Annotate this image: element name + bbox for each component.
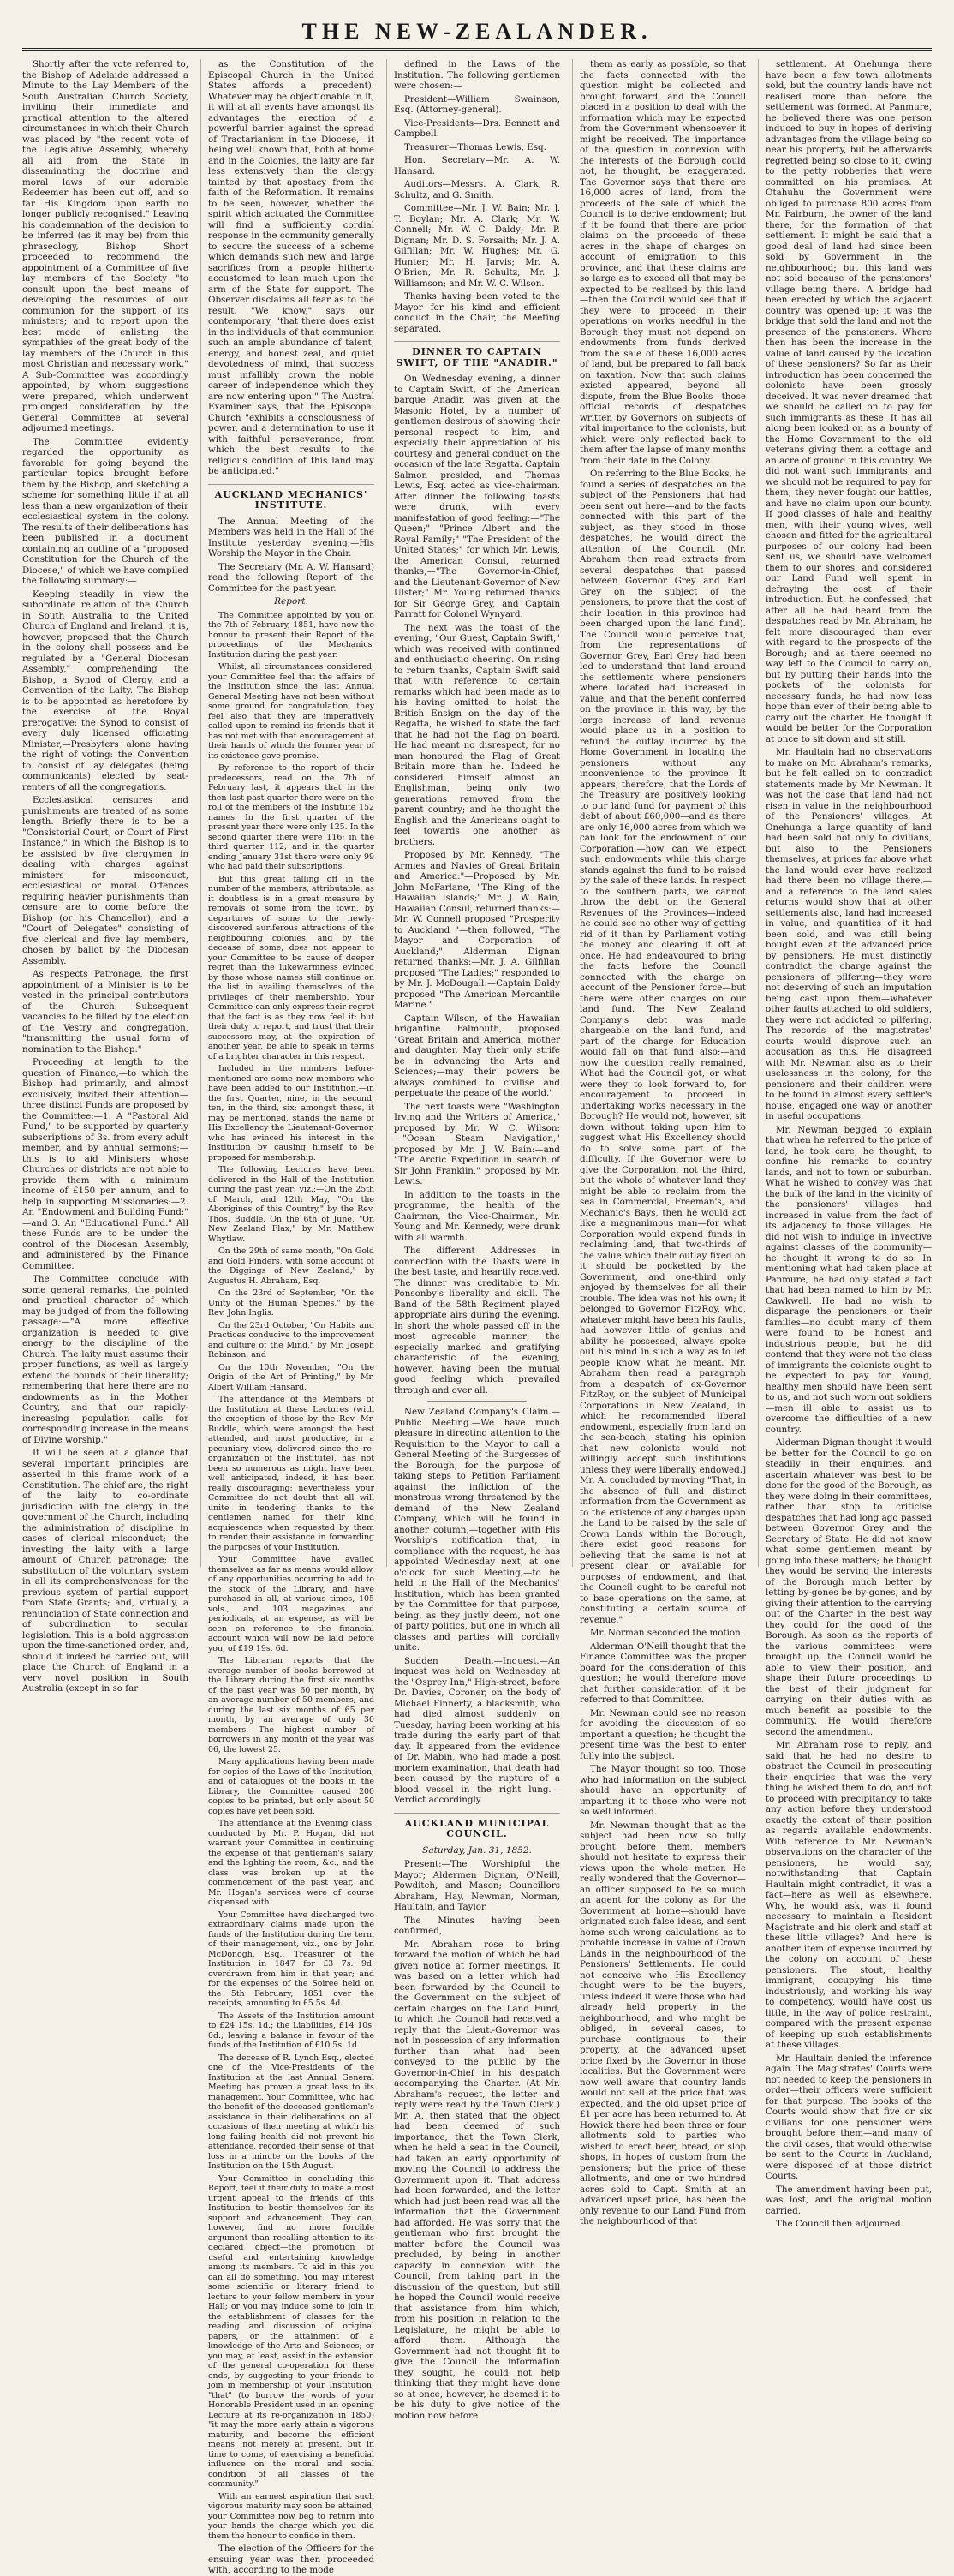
report-paragraph: On the 10th November, "On the Origin of the Art of Printing," by Mr. Albert William Hansard. — [208, 1362, 374, 1392]
paragraph: On Wednesday evening, a dinner to Captain Swift, of the American barque Anadir, was given at the Masonic Hotel, by a number of gentlemen desirous of showing their personal respect to him, and especially their appreciation of his courtesy and general conduct on the occasion of the late Regatta. Captain Salmon presided, and Thomas Lewis, Esq. acted as vice-chairman. After dinner the following toasts were drunk, with every manifestation of good feeling:—"The Queen;" "Prince Albert and the Royal Family;" "The President of the United States;" for which Mr. Lewis, the American Consul, returned thanks;—"The Governor-in-Chief, and the Lieutenant-Governor of New Ulster;" Mr. Young returned thanks for Sir George Grey, and Captain Parratt for Colonel Wynyard. — [394, 374, 560, 619]
article-date: Saturday, Jan. 31, 1852. — [422, 1844, 532, 1856]
paragraph: The election of the Officers for the ensuing year was then proceeded with, according to the mode — [208, 2543, 374, 2575]
article-heading: AUCKLAND MUNICIPAL COUNCIL. — [394, 1813, 560, 1840]
paragraph: Alderman Dignan thought it would be better for the Council to go on steadily in their enquiries, and ascertain whatever was best to be done for the good of the Borough, as they were doing in their committees, rather than stop to criticise despatches that had long ago passed between Governor Grey and the Secretary of State. He did not know what some gentlemen meant by going into these matters; he thought they would be serving the interests of the Borough much better by letting by-gones be by-gones, and by giving their attention to the carrying out of the Charter in the best way they could for the good of the Borough. As soon as the reports of the various committees were brought up, the Council would be able to view their position, and shape their future proceedings to the best of their judgment for carrying on their duties with as much benefit as possible to the community. He would therefore second the amendment. — [766, 1437, 932, 1737]
paragraph: The different Addresses in connection with the Toasts were in the best taste, and heartily received. The dinner was creditable to Mr. Ponsonby's liberality and skill. The Band of the 58th Regiment played appropriate airs during the evening. In short the whole passed off in the most agreeable manner; the especially marked and gratifying characteristic of the evening, however, having been the mutual good feeling which prevailed through and over all. — [394, 1246, 560, 1396]
paragraph: The next was the toast of the evening, "Our Guest, Captain Swift," which was received with continued and enthusiastic cheering. On rising to return thanks, Captain Swift said that with reference to certain remarks which had been made as to his having omitted to hoist the British Ensign on the day of the Regatta, he wished to state the fact that he had not the flag on board. He had meant no disrespect, for no man honoured the Flag of Great Britain more than he. Indeed he considered himself almost an Englishman, being only two generations removed from the parent country; and he thought the English and the Americans ought to feel towards one another as brothers. — [394, 622, 560, 847]
paragraph: The Secretary (Mr. A. W. Hansard) read the following Report of the Committee for the past year. — [208, 561, 374, 594]
paragraph: Mr. Abraham rose to bring forward the motion of which he had given notice at former meetings. It was based on a letter which had been forwarded by the Council to the Government on the subject of certain charges on the Land Fund, to which the Council had received a reply that the Lieut.-Governor was not in possession of any information further than what had been conveyed to the public by the Governor-in-Chief in his despatch accompanying the Charter. (At Mr. Abraham's request, the letter and reply were read by the Town Clerk.) Mr. A. then stated that the object had been deemed of such importance, that the Town Clerk, when he held a seat in the Council, had taken an early opportunity of moving the Council to address the Government upon it. That address had been forwarded, and the letter which had just been read was all the information that the Government had afforded. He was sorry that the gentleman who first brought the matter before the Council was precluded, by being in another capacity in connexion with the Council, from taking part in the discussion of the question, but still he hoped the Council would receive that assistance from him which, from his position in relation to the Legislature, he might be able to afford them. Although the Government had not thought fit to give the Council the information they sought, he could not help thinking that they might have done so at once; however, he deemed it to be his duty to give notice of the motion now before — [394, 1939, 560, 2421]
column-2 — [200, 59, 374, 2575]
columns — [22, 59, 932, 2575]
article-heading: DINNER TO CAPTAIN SWIFT, OF THE "ANADIR." — [394, 341, 560, 368]
report-paragraph: By reference to the report of their predecessors, read on the 7th of February last, it appears that in the then last past quarter there were on the roll of the members of the Institute 152 names. In the first quarter of the present year there were only 125. In the second quarter there were 116; in the third quarter 112; and in the quarter ending January 31st there were only 99 who had paid their subscriptions. — [208, 763, 374, 871]
paragraph: settlement. At Onehunga there have been a few town allotments sold, but the country lands have not realised more than before the settlement was formed. At Panmure, he believed there was one person induced to buy in hopes of deriving advantages from the village being so near his property, but he afterwards regretted being so close to it, owing to the petty robberies that were committed on his premises. At Otahuhu the Government were obliged to purchase 800 acres from Mr. Fairburn, the owner of the land there, for the formation of that settlement. It might be said that a good deal of land had since been sold by Government in the neighbourhood; but this land was not sold because of the pensioners' village being there. A bridge had been erected by which the adjacent country was opened up; it was the bridge that sold the land and not the presence of the pensioners. Where then has been the increase in the value of land caused by the location of these pensioners? So far as their introduction has been concerned the colonists have been grossly deceived. It was never dreamed that we should be called on to pay for such immigrants as these. It has all along been looked on as a bounty of the Home Government to the old veterans giving them a cottage and an acre of ground in this country. We did not want such immigrants, and we should not be required to pay for them; they never fought our battles, and have no claim upon our bounty. If good classes of hale and healthy men, with their young wives, well chosen and fitted for the agricultural purposes of our colony had been sent us, we should have welcomed them to our shores, and considered our Land Fund well spent in defraying the cost of their introduction. But, he confessed, that after all he had heard from the despatches read by Mr. Abraham, he felt more discouraged than ever with regard to the prospects of the Borough; and as there seemed no way left to the Council to carry on, but by putting their hands into the pockets of the colonists for necessary funds, he had now less hope than ever of their being able to carry out the charter. He thought it would be better for the Corporation at once to sit down and sit still. — [766, 59, 932, 744]
paragraph: Mr. Newman could see no reason for avoiding the discussion of so important a question; he thought the present time was the best to enter fully into the subject. — [580, 1707, 746, 1761]
paragraph: The Committee conclude with some general remarks, the pointed and practical character of which may be judged of from the following passage:—"A more effective organization is needed to give energy to the discipline of the Church. The laity must assume their proper functions, as well as largely extend the bounds of their liberality; remembering that here there are no endowments as in the Mother Country, and that our rapidly-increasing population calls for corresponding increase in the means of Divine worship." — [22, 1274, 188, 1445]
paragraph: Auditors—Messrs. A. Clark, R. Schultz, and G. Smith. — [394, 179, 560, 200]
masthead: THE NEW-ZEALANDER. — [22, 19, 932, 51]
paragraph: Proceeding at length to the question of Finance,—to which the Bishop had primarily, and almost exclusively, invited their attention—three distinct Funds are proposed by the Committee:—1. A "Pastoral Aid Fund," to be supported by quarterly subscriptions of 3s. from every adult member, and by annual sermons;—this is to aid Ministers whose Churches or districts are not able to provide them with a minimum income of £150 per annum, and to help in supporting Missionaries:—2. An "Endowment and Building Fund:" —and 3. An "Educational Fund." All these Funds are to be under the control of the Diocesan Assembly, and administered by the Finance Committee. — [22, 1057, 188, 1271]
paragraph: It will be seen at a glance that several important principles are asserted in this frame work of a Constitution. The chief are, the right of the laity to co-ordinate jurisdiction with the clergy in the government of the Church, including the administration of discipline in cases of clerical misconduct; the investing the laity with a large amount of Church patronage; the substitution of the voluntary system in all its comprehensiveness for the previous system of partial support from State Grants; and, virtually, a renunciation of State connection and of subordination to secular legislation. This is a bold aggression upon the time-sanctioned order, and, should it indeed be carried out, will place the Church of England in a very novel position in South Australia (except in so far — [22, 1448, 188, 1694]
report-paragraph: The Assets of the Institution amount to £24 15s. 1d.; the Liabilities, £14 10s. 0d.; leaving a balance in favour of the funds of the Institution of £10 5s. 1d. — [208, 2011, 374, 2050]
report-paragraph: The Committee appointed by you on the 7th of February, 1851, have now the honour to present their Report of the proceedings of the Mechanics' Institution during the past year. — [208, 610, 374, 660]
paragraph: Captain Wilson, of the Hawaiian brigantine Falmouth, proposed "Great Britain and America, mother and daughter. May their only strife be in advancing the Arts and Sciences;—may their powers be always combined to civilise and perpetuate the peace of the world." — [394, 1013, 560, 1098]
paragraph: Mr. Haultain had no observations to make on Mr. Abraham's remarks, but he felt called on to contradict statements made by Mr. Newman. It was not the case that land had not risen in value in the neighbourhood of the Pensioners' villages. At Onehunga a large quantity of land had been sold not only to civilians, but also to the Pensioners themselves, at prices far above what the land would ever have realized had there been no village there,—and a reference to the land sales returns would show that at other settlements also, land had increased in value, and quantities of it had been sold, and was still being bought even at the advanced price by pensioners. He must distinctly contradict the charge against the pensioners of pilfering—they were not deserving of such an imputation being cast upon them—whatever other faults attached to old soldiers, they were not addicted to pilfering. The records of the magistrates' courts would disprove such an accusation as this. He disagreed with Mr. Newman also as to their uselessness in the colony, for the pensioners and their children were to be found in almost every settler's house, engaged one way or another in useful occupations. — [766, 747, 932, 1121]
column-1 — [22, 59, 188, 1694]
report-title: Report. — [274, 596, 308, 607]
article-heading: AUCKLAND MECHANICS' INSTITUTE. — [208, 484, 374, 511]
report-paragraph: The attendance of the Members of the Institution at these Lectures (with the exception of those by the Rev. Mr. Buddle, which were amongst the best attended, and most productive, in a pecuniary view, delivered since the re-organization of the Institute), has not been so numerous as might have been well anticipated, indeed, it has been really discouraging; nevertheless your Committee do not doubt that all will unite in tendering thanks to the gentlemen named for their kind acquiescence when requested by them to render their assistance in forwarding the purposes of your Institution. — [208, 1395, 374, 1552]
paragraph: Treasurer—Thomas Lewis, Esq. — [404, 141, 546, 152]
report-paragraph: On the 23rd of September, "On the Unity of the Human Species," by the Rev. John Inglis. — [208, 1288, 374, 1318]
report-paragraph: Your Committee have discharged two extraordinary claims made upon the funds of the Institution during the term of their management, viz., one by John McDonogh, Esq., Treasurer of the Institution in 1847 for £3 7s. 9d. overdrawn from him in that year; and for the expenses of the Soiree held on the 5th February, 1851 over the receipts, amounting to £5 5s. 4d. — [208, 1910, 374, 2008]
report-paragraph: Your Committee in concluding this Report, feel it their duty to make a most urgent appeal to the friends of this Institution to bestir themselves for its support and advancement. They can, however, find no more forcible argument than recalling attention to its declared object—the promotion of useful and entertaining knowledge among its members. To aid in this you can all do something. You may interest some scientific or literary friend to lecture to your fellow members in your Hall; or you may induce some to join in the establishment of classes for the reading and discussion of original papers, or the attainment of a knowledge of the Arts and Sciences; or you may, at least, assist in the extension of the general co-operation for these ends, by suggesting to your friends to join in membership of your Institution, "that" (to borrow the words of your Honorable President used in an opening Lecture at its re-organization in 1850) "it may the more early attain a vigorous maturity, and become the efficient means, not merely at present, but in time to come, of exercising a beneficial influence on the moral and social condition of all classes of the community." — [208, 2173, 374, 2489]
paragraph: The Mayor thought so too. Those who had information on the subject should have an opportunity of imparting it to those who were not so well informed. — [580, 1764, 746, 1817]
paragraph: Mr. Norman seconded the motion. — [590, 1628, 743, 1638]
paragraph: Alderman O'Neill thought that the Finance Committee was the proper board for the consideration of this question; he would therefore move that further consideration of it be referred to that Committee. — [580, 1641, 746, 1705]
paragraph: Present:—The Worshipful the Mayor; Aldermen Dignan, O'Neill, Powditch, and Mason; Councillors Abraham, Hay, Newman, Norman, Haultain, and Taylor. — [394, 1859, 560, 1912]
paragraph: The Council then adjourned. — [776, 2219, 903, 2229]
report-paragraph: Included in the numbers before-mentioned are some new members who have been added to our Institution,—in the first Quarter, nine, in the second, ten, in the third, six; amongst these, it may be mentioned, stands the name of His Excellency the Lieutenant-Governor, who has evinced his interest in the Institution by causing himself to be proposed for membership. — [208, 1064, 374, 1162]
report-paragraph: On the 29th of same month, "On Gold and Gold Finders, with some account of the Diggings of New Zealand," by Augustus H. Abraham, Esq. — [208, 1246, 374, 1286]
paragraph: The next toasts were "Washington Irving and the Writers of America," proposed by Mr. W. C. Wilson:—"Ocean Steam Navigation," proposed by Mr. J. W. Bain:—and "The Arctic Expedition in search of Sir John Franklin," proposed by Mr. Lewis. — [394, 1101, 560, 1186]
divider — [427, 1401, 527, 1402]
report-paragraph: The Librarian reports that the average number of books borrowed at the Library during the first six months of the past year was 60 per month, by an average number of 50 members; and during the last six months of 65 per month, by an average of only 30 members. The highest number of borrowers in any month of the year was 06, the lowest 25. — [208, 1656, 374, 1754]
paragraph: Shortly after the vote referred to, the Bishop of Adelaide addressed a Minute to the Lay Members of the South Australian Church Society, inviting their immediate and practical attention to the altered circumstances in which their Church was placed by "the recent vote of the Legislative Assembly, whereby all aid from the State in disseminating the doctrine and moral laws of our adorable Redeemer has been cut off, and so far His Kingdom upon earth no longer publicly recognised." Leaving his condemnation of the decision to be inferred (as it may be) from this phraseology, Bishop Short proceeded to recommend the appointment of a Committee of five lay members of the Society "to consult upon the best means of developing the resources of our communion for the support of its ministers; and to report upon the best mode of enlisting the sympathies of the great body of the lay members of the Church in this most Christian and necessary work." A Sub-Committee was accordingly appointed, by whom suggestions were prepared, which underwent prolonged consideration by the General Committee at several adjourned meetings. — [22, 59, 188, 433]
report-paragraph: With an earnest aspiration that such vigorous maturity may soon be attained, your Committee now beg to return into your hands the charge which you did them the honour to confide in them. — [208, 2491, 374, 2541]
paragraph: Mr. Newman begged to explain that when he referred to the price of land, he took care, he thought, to confine his remarks to country lands, and not to town or suburban. What he wished to convey was that the bulk of the land in the vicinity of the pensioners' villages had increased in value from the fact of its adjacency to those villages. He did not wish to indulge in invective against classes of the community—he thought it wrong to do so. In mentioning what had taken place at Panmure, he had only stated a fact that had been named to him by Mr. Cawkwell. He had no wish to disparage the pensioners or their families—no doubt many of them were found to be honest and industrious people, but he did contend that they were not the class of immigrants the colonists ought to be expected to pay for. Young, healthy men should have been sent to us, and not such worn out soldiers—men ill able to assist us to overcome the difficulties of a new country. — [766, 1124, 932, 1435]
paragraph: defined in the Laws of the Institution. The following gentlemen were chosen:— — [394, 59, 560, 91]
paragraph: On referring to the Blue Books, he found a series of despatches on the subject of the Pensioners that had been sent out here—and to the facts connected with this part of the subject, as they stood in those despatches, he would direct the attention of the Council. (Mr. Abraham then read extracts from several despatches that passed between Governor Grey and Earl Grey on the subject of the pensioners, to prove that the cost of their location in this province had been charged upon the land fund). The Council would perceive that, from the representations of Governor Grey, Earl Grey had been led to understand that land around the settlements where pensioners where located had increased in value, and that the benefit conferred on the province in this way, by the large increase of land revenue would place us in a position to refund the outlay incurred by the Home Government in locating the pensioners without any inconvenience to the province. It appears, therefore, that the Lords of the Treasury are positively looking to our land fund for payment of this debt of about £60,000—and as there are only 16,000 acres from which we can look for the endowment of our Corporation,—how can we expect such endowments while this charge stands against the fund to be raised by the sale of these lands. In respect to the southern parts, we cannot throw the debt on the General Revenues of the Provinces—indeed he could see no other way of getting rid of it than by Parliament voting the money and clearing it off at once. He had endeavoured to bring the facts before the Council connected with the charge on account of the Pensioner force—but there were other charges on our land fund. The New Zealand Company's debt was made chargeable on the land fund, and part of the charge for Education would fall on that fund also;—and now the question really remained, What had the Council got, or what were they to look forward to, for encouragement to proceed in undertaking works necessary in the Borough? He would not, however, sit down without taking upon him to suggest what His Excellency should do to solve some part of the difficulty. If the Governor were to give the Corporation, not the third, but the whole of whatever land they might be able to reclaim from the sea in Commercial, Freeman's, and Mechanic's Bays, then he would act like a magnanimous man—for what Corporation would expend funds in reclaiming land, that two-thirds of the value which their outlay fixed on it should be pocketted by the Government, and one-third only enjoyed by themselves for all their trouble. The idea was not his own; it belonged to Governor FitzRoy, who, whatever might have been his faults, had however little of genius and ability he possessed, always spoke out his mind in such a way as to let people know what he meant. Mr. Abraham then read a paragraph from a despatch of ex-Governor FitzRoy, on the subject of Municipal Corporations in New Zealand, in which he recommended liberal endowment, especially from land on the sea-beach, stating his opinion that new colonists would not willingly accept such institutions unless they were liberally endowed.] Mr. A. concluded by moving "That, in the absence of full and distinct information from the Government as to the existence of any charges upon the Land to be raised by the sale of Crown Lands within the Borough, there exist good reasons for believing that the same is not at present clear or available for purposes of endowment, and that the Council ought to be careful not to base operations on the same, at constituting a certain source of revenue." — [580, 469, 746, 1625]
column-3 — [386, 59, 560, 2421]
paragraph: Committee—Mr. J. W. Bain; Mr. J. T. Boylan; Mr. A. Clark; Mr. W. Connell; Mr. W. C. Daldy; Mr. P. Dignan; Mr. D. S. Forsaith; Mr. J. A. Gilfillan; Mr. W. Hughes; Mr. G. Hunter; Mr. H. Jarvis; Mr. A. O'Brien; Mr. R. Schultz; Mr. J. Williamson; and Mr. W. C. Wilson. — [394, 203, 560, 289]
paragraph: Ecclesiastical censures and punishments are treated of as some length. Briefly—there is to be a "Consistorial Court, or Court of First Instance," in which the Bishop is to be assisted by five clergymen in dealing with charges against ministers for misconduct, ecclesiastical or moral. Offences requiring heavier punishments than censure are to come before the Bishop (or his Chancellor), and a "Court of Delegates" consisting of five clerical and five lay members, chosen by ballot by the Diocesan Assembly. — [22, 795, 188, 966]
paragraph: Mr. Newman thought that as the subject had been now so fully brought before them, members should not hesitate to express their views upon the whole matter. He really wondered that the Governor—an officer supposed to be so much an agent for the colony as for the Government at home—should have originated such false ideas, and sent home such wrong calculations as to probable increase in value of Crown Lands in the neighbourhood of the Pensioners' Settlements. He could not conceive who His Excellency thought were to be the buyers, unless indeed it were those who had already held property in the neighbourhood, and who might be obliged, in several cases, to purchase contiguous to their property, at the advanced upset price fixed by the Governor in those localities. But the Government were now well aware that country lands would not sell at the price that was expected, and the old upset price of £1 per acre has been returned to. At Howick there had been three or four allotments sold to parties who wished to erect beer, bread, or slop shops, in hopes of custom from the pensioners; but the price of these allotments, and one or two hundred acres sold to Capt. Smith at an advanced upset price, has been the only revenue to our Land Fund from the neighbourhood of that — [580, 1820, 746, 2226]
paragraph: Keeping steadily in view the subordinate relation of the Church in South Australia to the United Church of England and Ireland, it is, however, proposed that the Church in the colony shall possess and be regulated by a "General Diocesan Assembly," comprehending the Bishop, a Synod of Clergy, and a Convention of the Laity. The Bishop is to be appointed as heretofore by the exercise of the Royal prerogative: the Synod to consist of every duly licensed officiating Minister,—Presbyters alone having the right of voting: the Convention to consist of lay delegates (being communicants) elected by seat-renters of all the congregations. — [22, 589, 188, 792]
report-paragraph: The decease of R. Lynch Esq., elected one of the Vice-Presidents of the Institution at the last Annual General Meeting has proven a great loss to its management. Your Committee, who had the benefit of the deceased gentleman's assistance in their deliberations on all occasions of their meeting at which his long failing health did not prevent his attendance, recorded their sense of that loss in a minute on the books of the Institution on the 15th August. — [208, 2053, 374, 2171]
paragraph: Mr. Abraham rose to reply, and said that he had no desire to obstruct the Council in prosecuting their enquiries—that was the very thing he wished them to do, and not to proceed with precipitancy to take any action before they understood exactly the extent of their position as regards available endowments. With reference to Mr. Newman's observations on the character of the pensioners, he would say, notwithstanding that Captain Haultain might contradict, it was a fact—here as well as elsewhere. Why, he would ask, was it found necessary to maintain a Resident Magistrate and his clerk and staff at these little villages? And here is another item of expense incurred by the colony on account of these pensioners. The stout, healthy immigrant, occupying his time industriously, and working his way to competency, would have cost us little, in the way of police restraint, compared with the present expense of keeping up such establishments at these villages. — [766, 1740, 932, 2050]
paragraph: Hon. Secretary—Mr. A. W. Hansard. — [394, 155, 560, 176]
paragraph: Thanks having been voted to the Mayor for his kind and efficient conduct in the Chair, the Meeting separated. — [394, 291, 560, 334]
report-paragraph: On the 23rd October, "On Habits and Practices conducive to the improvement and culture of the Mind," by Mr. Joseph Robinson, and — [208, 1320, 374, 1360]
report-paragraph: Your Committee have availed themselves as far as means would allow, of any opportunities occurring to add to the stock of the Library, and have purchased in all, at various times, 105 vols., and 103 magazines and periodicals, at an expense, as will be seen on reference to the financial account which will now be laid before you, of £19 19s. 6d. — [208, 1555, 374, 1653]
paragraph: Sudden Death.—Inquest.—An inquest was held on Wednesday at the "Osprey Inn," High-street, before Dr. Davies, Coroner, on the body of Michael Finnerty, a blacksmith, who had died almost suddenly on Tuesday, having been working at his trade during the early part of that day. It appeared from the evidence of Dr. Mabin, who had made a post mortem examination, that death had been caused by the rupture of a blood vessel in the right lung.—Verdict accordingly. — [394, 1655, 560, 1805]
paragraph: The Annual Meeting of the Members was held in the Hall of the Institute yesterday evening;—His Worship the Mayor in the Chair. — [208, 516, 374, 559]
paragraph: President—William Swainson, Esq. (Attorney-general). — [394, 93, 560, 115]
report-paragraph: The attendance at the Evening class, conducted by Mr. P. Hogan, did not warrant your Committee in continuing the expense of that gentleman's salary, and the lighting the room, &c., and the class was broken up at the commencement of the past year, and Mr. Hogan's services were of course dispensed with. — [208, 1819, 374, 1907]
paragraph: The Committee evidently regarded the opportunity as favorable for going beyond the particular topics brought before them by the Bishop, and sketching a scheme for something little if at all less than a new organization of their ecclesiastical system in the colony. The results of their deliberations has been published in a document containing an outline of a "proposed Constitution for the Church of the Diocese," of which we have compiled the following summary:— — [22, 436, 188, 586]
column-4 — [572, 59, 746, 2226]
column-5 — [758, 59, 932, 2229]
paragraph: Proposed by Mr. Kennedy, "The Armies and Navies of Great Britain and America:"—Proposed by Mr. John McFarlane, "The King of the Hawaiian Islands;" Mr. J. W. Bain, Hawaiian Consul, returned thanks:—Mr. W. Connell proposed "Prosperity to Auckland "—then followed, "The Mayor and Corporation of Auckland;" Alderman Dignan returned thanks:—Mr. J. A. Gilfillan proposed "The Ladies;" responded to by Mr. J. McDougall:—Captain Daldy proposed "The American Mercantile Marine." — [394, 850, 560, 1010]
paragraph: Vice-Presidents—Drs. Bennett and Campbell. — [394, 117, 560, 139]
report-paragraph: The following Lectures have been delivered in the Hall of the Institution during the past year; viz.:—On the 25th of March, and 12th May, "On the Aborigines of this Country," by the Rev. Thos. Buddle. On the 6th of June, "On New Zealand Flax," by Mr. Matthew Whytlaw. — [208, 1165, 374, 1244]
report-body — [208, 611, 374, 2542]
paragraph: As respects Patronage, the first appointment of a Minister is to be vested in the principal contributors of the Church. Subsequent vacancies to be filled by the election of the Vestry and congregation, "transmitting the usual form of nomination to the Bishop." — [22, 969, 188, 1055]
report-paragraph: Whilst, all circumstances considered, your Committee feel that the affairs of the Institution since the last Annual General Meeting have not been without some ground for congratulation, they feel also that they are imperatively called upon to remind its friends that it has not met with that encouragement at their hands of which the former year of its existence gave promise. — [208, 662, 374, 761]
paragraph: The amendment having been put, was lost, and the original motion carried. — [766, 2184, 932, 2216]
paragraph: as the Constitution of the Episcopal Church in the United States affords a precedent). Whatever may be objectionable in it, it will at all events have amongst its advantages the erection of a powerful barrier against the spread of Tractarianism in the Diocese,—it being well known that, both at home and in the Colonies, the laity are far less extensively than the clergy tainted by that apostacy from the faith of the Reformation. It remains to be seen, however, whether the spirit which actuated the Committee will find a sufficiently cordial response in the community generally to secure the success of a scheme which demands such new and large sacrifices from a people hitherto accustomed to lean much upon the arm of the State for support. The Observer disclaims all fear as to the result. "We know," says our contemporary, "that there does exist in the individuals of that communion such an ample abundance of talent, energy, and honest zeal, and quiet devotedness of mind, that success must infallibly crown the noble career of independence which they are now entering upon." The Austral Examiner says, that the Episcopal Church "exhibits a consciousness of power, and a determination to use it with faithful perseverance, from which the best results to the religious condition of this land may be anticipated." — [208, 59, 374, 476]
report-paragraph: Many applications having been made for copies of the Laws of the Institution, and of catalogues of the books in the Library, the Committee caused 200 copies to be printed, but only about 50 copies have yet been sold. — [208, 1757, 374, 1816]
report-paragraph: But this great falling off in the number of the members, attributable, as it doubtless is in a great measure by removals of some from the town, by departures of some to the newly-discovered auriferous attractions of the neighbouring colonies, and by the decease of some, does not appear to your Committee to be cause of deeper regret than the lukewarmness evinced by those whose names still continue on the list in availing themselves of the privileges of their membership. Your Committee can only express their regret that the fact is as they now feel it; but their duty to report, and trust that their successors may, at the expiration of another year, be able to speak in terms of a brighter character in this respect. — [208, 874, 374, 1061]
paragraph: The Minutes having been confirmed, — [394, 1915, 560, 1936]
paragraph: them as early as possible, so that the facts connected with the question might be collected and brought forward, and the Council placed in a position to deal with the information which may be expected from the Government whensoever it might be received. The importance of the question in connexion with the interests of the Borough could not, he thought, be exaggerated. The Governor says that there are 16,000 acres of land, from the proceeds of the sale of which the Council is to derive endowment; but if it be found that there are prior claims on the proceeds of these acres in the shape of charges on account of emigration to this province, and that these claims are so large as to exceed all that may be expected to be realised by this land—then the Council would see that if they were to proceed in their operations on works needful in the Borough they must not depend on endowments from funds derived from the sale of these 16,000 acres of land, but be prepared to fall back on taxation. Now that such claims existed appeared, beyond all dispute, from the Blue Books—those official records of despatches written by Governors on subjects of vital importance to the colonists, but which were only reflected back to them after the lapse of many months from their date in the Colony. — [580, 59, 746, 466]
paragraph: New Zealand Company's Claim.—Public Meeting.—We have much pleasure in directing attention to the Requisition to the Mayor to call a General Meeting of the Burgesses of the Borough, for the purpose of taking steps to Petition Parliament against the infliction of the monstrous wrong threatened by the demand of the New Zealand Company, which will be found in another column,—together with His Worship's notification that, in compliance with the request, he has appointed Wednesday next, at one o'clock for such Meeting,—to be held in the Hall of the Mechanics' Institution, which has been granted by the Committee for that purpose, being, as they justly deem, not one of party politics, but one in which all classes and parties will cordially unite. — [394, 1407, 560, 1653]
paragraph: Mr. Haultain denied the inference again. The Magistrates' Courts were not needed to keep the pensioners in order—their officers were sufficient for that purpose. The books of the Courts would show that five or six civilians for one pensioner were brought before them—and many of the civil cases, that would otherwise be sent to the Courts in Auckland, were disposed of at those district Courts. — [766, 2053, 932, 2181]
paragraph: In addition to the toasts in the programme, the health of the Chairman, the Vice-Chairman, Mr. Young and Mr. Kennedy, were drunk with all warmth. — [394, 1189, 560, 1243]
